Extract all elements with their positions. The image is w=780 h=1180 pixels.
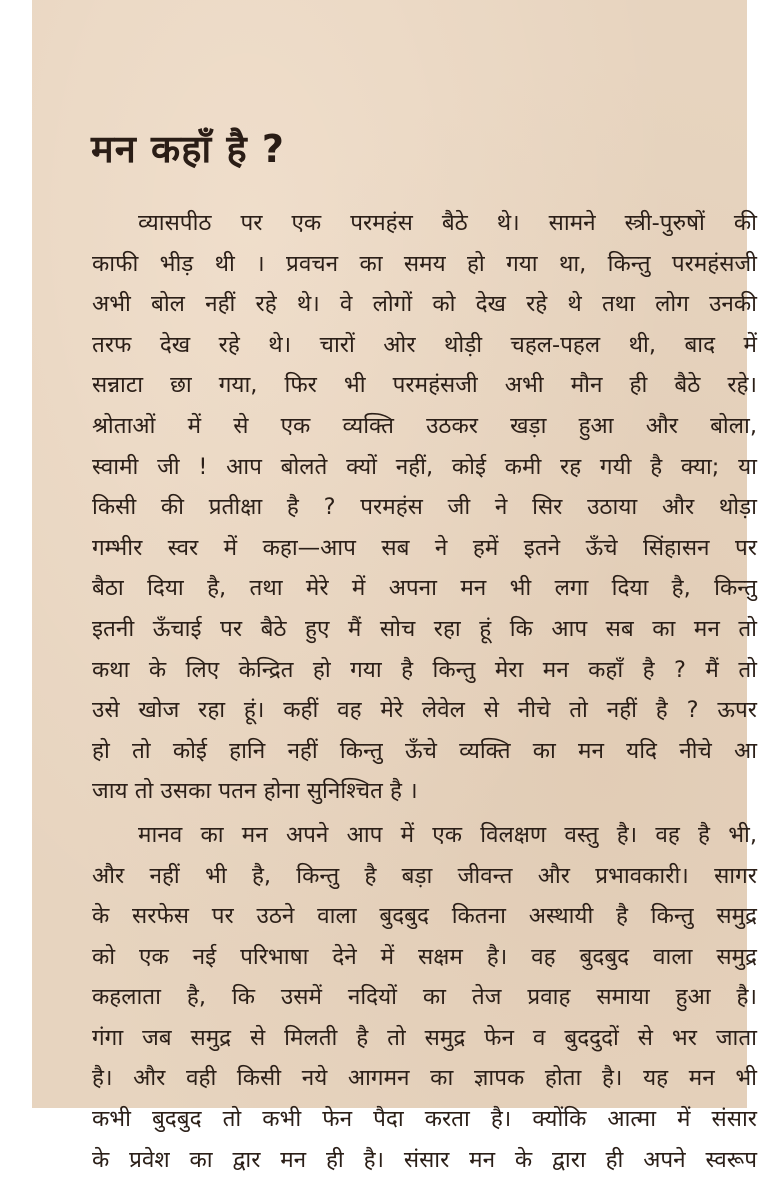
- text-line: किसी की प्रतीक्षा है ? परमहंस जी ने सिर उठाया और थोड़ा: [92, 494, 757, 521]
- text-line: को एक नई परिभाषा देने में सक्षम है। वह बुदबुद वाला समुद्र: [92, 943, 757, 970]
- text-line: हो तो कोई हानि नहीं किन्तु ऊँचे व्यक्ति का मन यदि नीचे आ: [92, 737, 757, 764]
- text-line: व्यासपीठ पर एक परमहंस बैठे थे। सामने स्त्री-पुरुषों की: [138, 210, 757, 236]
- text-line: कहलाता है, कि उसमें नदियों का तेज प्रवाह समाया हुआ है।: [92, 984, 757, 1011]
- text-line: इतनी ऊँचाई पर बैठे हुए मैं सोच रहा हूं कि आप सब का मन तो: [92, 615, 757, 642]
- chapter-title: मन कहाँ है ?: [91, 127, 285, 171]
- text-line: उसे खोज रहा हूं। कहीं वह मेरे लेवेल से नीचे तो नहीं है ? ऊपर: [92, 697, 757, 724]
- text-line: के प्रवेश का द्वार मन ही है। संसार मन के द्वारा ही अपने स्वरूप: [92, 1146, 757, 1173]
- text-line: अभी बोल नहीं रहे थे। वे लोगों को देख रहे थे तथा लोग उनकी: [92, 291, 757, 318]
- text-line: है। और वही किसी नये आगमन का ज्ञापक होता है। यह मन भी: [92, 1065, 757, 1092]
- text-line: कभी बुदबुद तो कभी फेन पैदा करता है। क्योंकि आत्मा में संसार: [92, 1106, 757, 1133]
- paragraph-2: [92, 815, 757, 1180]
- text-line: जाय तो उसका पतन होना सुनिश्चित है ।: [92, 778, 418, 805]
- text-line: गंगा जब समुद्र से मिलती है तो समुद्र फेन व बुददुदों से भर जाता: [92, 1024, 757, 1051]
- text-line: सन्नाटा छा गया, फिर भी परमहंसजी अभी मौन ही बैठे रहे।: [92, 372, 757, 399]
- text-line: स्वामी जी ! आप बोलते क्यों नहीं, कोई कमी रह गयी है क्या; या: [92, 453, 757, 480]
- book-page: [32, 0, 757, 1173]
- show-through-text: [92, 10, 707, 34]
- show-through-text: [92, 92, 707, 116]
- text-line: तरफ देख रहे थे। चारों ओर थोड़ी चहल-पहल थी, बाद में: [92, 331, 757, 358]
- text-line: के सरफेस पर उठने वाला बुदबुद कितना अस्थायी है किन्तु समुद्र: [92, 903, 757, 930]
- paragraph-1: [92, 203, 757, 812]
- chapter-body: [92, 203, 757, 1180]
- text-line: मानव का मन अपने आप में एक विलक्षण वस्तु है। वह है भी,: [138, 821, 757, 848]
- text-line: बैठा दिया है, तथा मेरे में अपना मन भी लगा दिया है, किन्तु: [92, 575, 757, 602]
- text-line: काफी भीड़ थी । प्रवचन का समय हो गया था, किन्तु परमहंसजी: [92, 250, 757, 277]
- text-line: कथा के लिए केन्द्रित हो गया है किन्तु मेरा मन कहाँ है ? मैं तो: [92, 656, 757, 683]
- text-line: और नहीं भी है, किन्तु है बड़ा जीवन्त और प्रभावकारी। सागर: [92, 862, 757, 889]
- text-line: गम्भीर स्वर में कहा—आप सब ने हमें इतने ऊँचे सिंहासन पर: [92, 534, 757, 561]
- show-through-text: [92, 62, 707, 86]
- text-line: श्रोताओं में से एक व्यक्ति उठकर खड़ा हुआ और बोला,: [92, 412, 757, 439]
